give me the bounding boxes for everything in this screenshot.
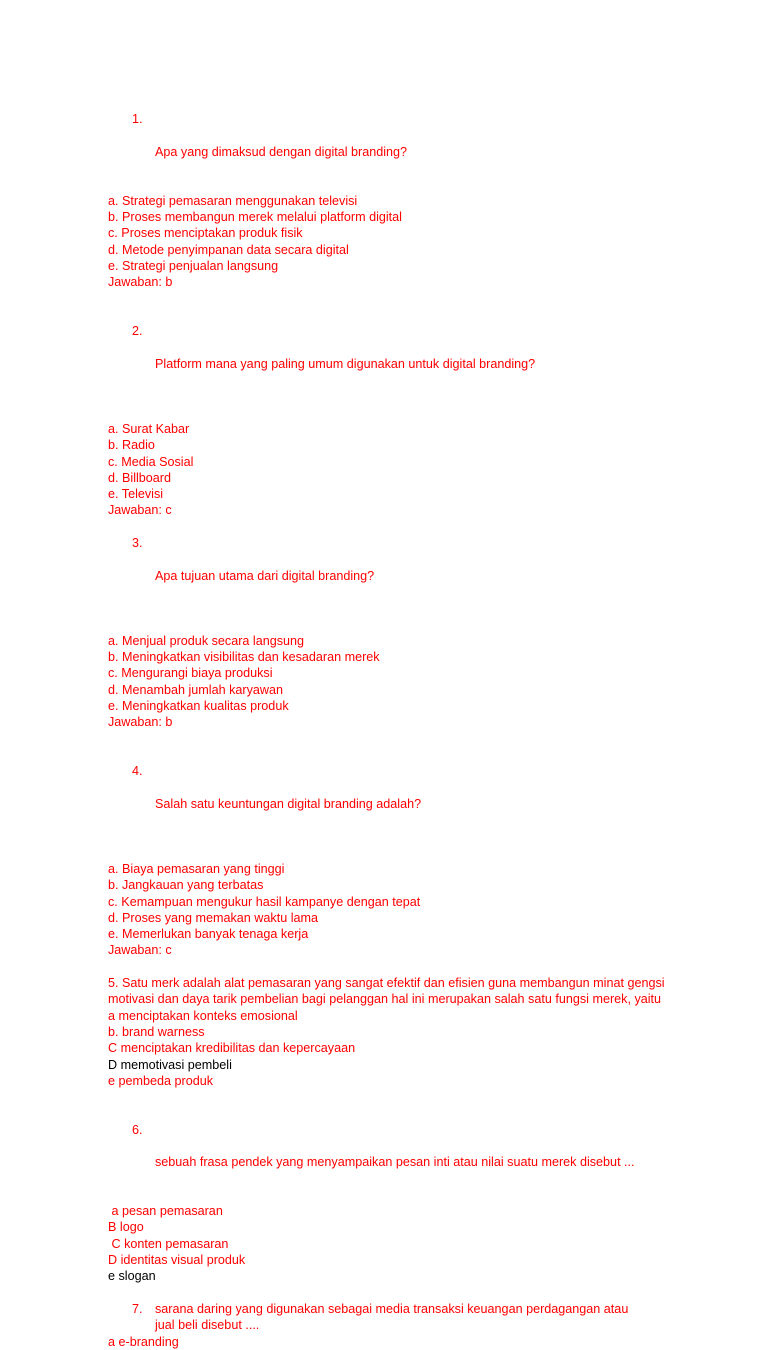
question-3 (108, 519, 688, 617)
option: c. Kemampuan mengukur hasil kampanye dengan tepat (108, 894, 421, 909)
option: D memotivasi pembeli (108, 1057, 232, 1072)
question-5-text: 5. Satu merk adalah alat pemasaran yang sangat efektif dan efisien guna membangun minat gengsi motivasi dan daya tarik pembelian bagi pelanggan hal ini merupakan salah satu fungsi merek, yaitu (108, 976, 665, 1007)
question-number: 3. (132, 536, 143, 551)
answer: Jawaban: c (108, 943, 172, 958)
option: b. brand warness (108, 1024, 205, 1039)
option: e. Meningkatkan kualitas produk (108, 698, 289, 713)
option: a. Surat Kabar (108, 421, 190, 436)
question-number: 1. (132, 112, 143, 127)
option: c. Media Sosial (108, 454, 194, 469)
answer: Jawaban: c (108, 503, 172, 518)
option: a pesan pemasaran (108, 1204, 223, 1219)
option: d. Proses yang memakan waktu lama (108, 910, 318, 925)
option: a. Strategi pemasaran menggunakan televisi (108, 193, 358, 208)
option: B logo (108, 1220, 144, 1235)
question-number: 6. (132, 1122, 143, 1137)
question-text: sarana daring yang digunakan sebagai media transaksi keuangan perdagangan atau jual beli disebut .... (155, 1301, 629, 1333)
quiz-content (108, 95, 688, 1350)
answer: Jawaban: b (108, 275, 173, 290)
question-number: 2. (132, 324, 143, 339)
option: d. Menambah jumlah karyawan (108, 682, 284, 697)
question-text: Salah satu keuntungan digital branding adalah? (155, 796, 422, 811)
question-2 (108, 307, 688, 405)
answer: Jawaban: b (108, 715, 173, 730)
question-number: 7. (132, 1301, 143, 1316)
option: c. Mengurangi biaya produksi (108, 666, 273, 681)
option: b. Jangkauan yang terbatas (108, 878, 264, 893)
option: b. Proses membangun merek melalui platform digital (108, 210, 402, 225)
option: d. Billboard (108, 470, 172, 485)
option: C konten pemasaran (108, 1236, 229, 1251)
option: b. Meningkatkan visibilitas dan kesadaran merek (108, 650, 380, 665)
question-number: 4. (132, 764, 143, 779)
option: e. Memerlukan banyak tenaga kerja (108, 927, 309, 942)
option: b. Radio (108, 438, 155, 453)
question-1 (108, 95, 688, 193)
option: a e-branding (108, 1334, 179, 1349)
question-6 (108, 1105, 688, 1203)
question-7 (108, 1301, 688, 1334)
question-text: sebuah frasa pendek yang menyampaikan pesan inti atau nilai suatu merek disebut ... (155, 1155, 635, 1170)
option: c. Proses menciptakan produk fisik (108, 226, 303, 241)
option: a. Biaya pemasaran yang tinggi (108, 861, 285, 876)
option: e pembeda produk (108, 1073, 214, 1088)
option: e slogan (108, 1269, 156, 1284)
option: a. Menjual produk secara langsung (108, 633, 305, 648)
option: C menciptakan kredibilitas dan kepercayaan (108, 1041, 356, 1056)
option: D identitas visual produk (108, 1253, 246, 1268)
question-text: Apa yang dimaksud dengan digital branding? (155, 144, 408, 159)
option: a menciptakan konteks emosional (108, 1008, 298, 1023)
option: e. Strategi penjualan langsung (108, 258, 279, 273)
question-4 (108, 747, 688, 845)
question-text: Apa tujuan utama dari digital branding? (155, 568, 375, 583)
option: e. Televisi (108, 487, 164, 502)
option: d. Metode penyimpanan data secara digital (108, 242, 349, 257)
question-text: Platform mana yang paling umum digunakan untuk digital branding? (155, 356, 536, 371)
